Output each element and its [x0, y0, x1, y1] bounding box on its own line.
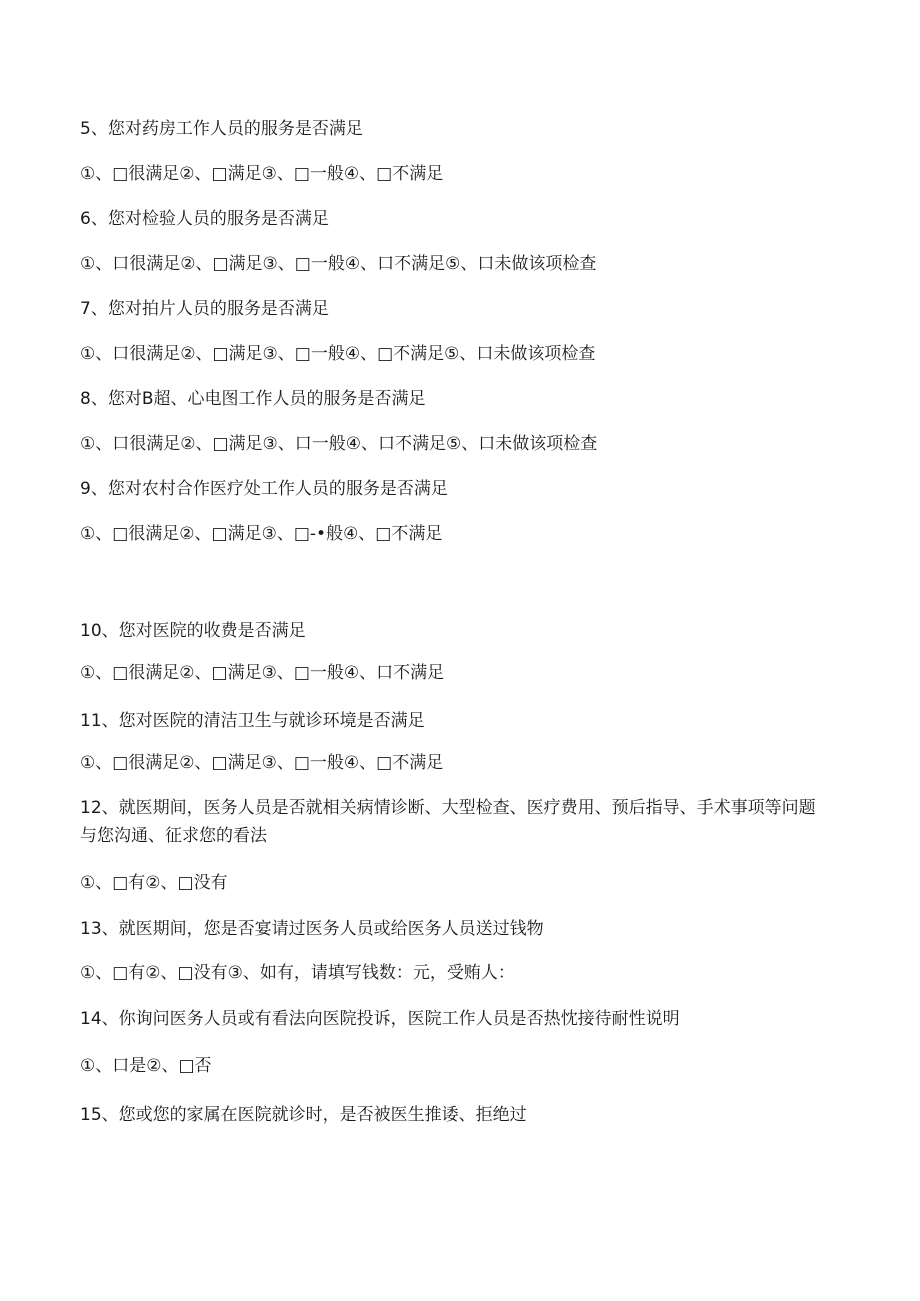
question-6: 6、您对检验人员的服务是否满足: [80, 209, 329, 229]
question-8: 8、您对B超、心电图工作人员的服务是否满足: [80, 389, 426, 409]
question-15: 15、您或您的家属在医院就诊时，是否被医生推诿、拒绝过: [80, 1105, 527, 1125]
answer-options-8: ①、口很满足②、□满足③、口一般④、口不满足⑤、口未做该项检查: [80, 434, 598, 454]
answer-options-7: ①、口很满足②、□满足③、□一般④、□不满足⑤、口未做该项检查: [80, 344, 596, 364]
answer-options-5: ①、□很满足②、□满足③、□一般④、□不满足: [80, 164, 444, 184]
answer-options-11: ①、□很满足②、□满足③、□一般④、□不满足: [80, 753, 444, 773]
answer-options-10: ①、□很满足②、□满足③、□一般④、口不满足: [80, 663, 445, 683]
answer-options-14: ①、口是②、□否: [80, 1056, 212, 1076]
question-7: 7、您对拍片人员的服务是否满足: [80, 299, 329, 319]
question-13: 13、就医期间，您是否宴请过医务人员或给医务人员送过钱物: [80, 919, 544, 939]
question-14: 14、你询问医务人员或有看法向医院投诉，医院工作人员是否热忱接待耐性说明: [80, 1009, 680, 1029]
question-9: 9、您对农村合作医疗处工作人员的服务是否满足: [80, 479, 448, 499]
question-12: 12、就医期间，医务人员是否就相关病情诊断、大型检查、医疗费用、预后指导、手术事项等问题与您沟通、征求您的看法: [80, 798, 816, 846]
answer-options-12: ①、□有②、□没有: [80, 873, 228, 893]
question-10: 10、您对医院的收费是否满足: [80, 621, 306, 641]
answer-options-6: ①、口很满足②、□满足③、□一般④、口不满足⑤、口未做该项检查: [80, 254, 597, 274]
answer-options-13: ①、□有②、□没有③、如有，请填写钱数：元，受贿人：: [80, 963, 515, 983]
question-5: 5、您对药房工作人员的服务是否满足: [80, 119, 363, 139]
answer-options-9: ①、□很满足②、□满足③、□-•般④、□不满足: [80, 524, 443, 544]
question-11: 11、您对医院的清洁卫生与就诊环境是否满足: [80, 711, 425, 731]
